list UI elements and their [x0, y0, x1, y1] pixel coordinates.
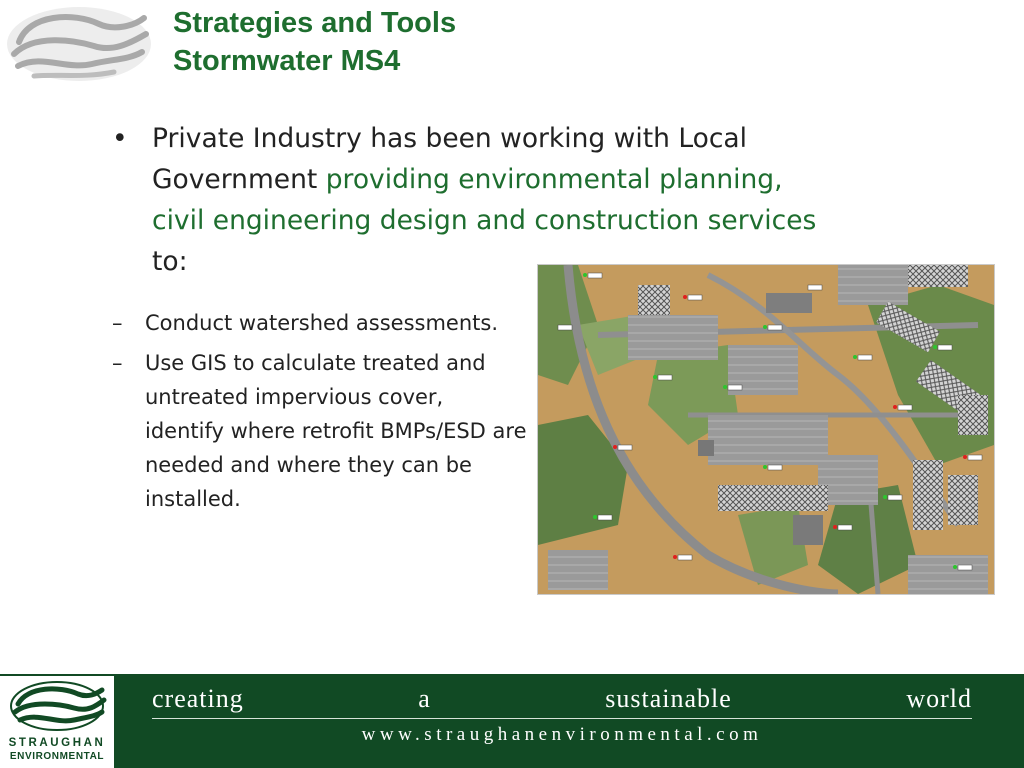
slide-title — [173, 4, 773, 80]
dash-marker: – — [112, 311, 123, 335]
sub-bullet-list — [112, 306, 527, 522]
dash-marker: – — [112, 351, 123, 375]
bullet-text-highlight: providing environmental planning, civil engineering design and construction services — [152, 164, 817, 236]
brand-name: STRAUGHAN — [8, 737, 106, 749]
bullet-marker: • — [112, 123, 128, 154]
bullet-text-plain: Private Industry has been working with Local Government — [152, 123, 748, 195]
footer-divider — [152, 718, 972, 719]
sub-bullet-text: Use GIS to calculate treated and untreated impervious cover, identify where retrofit BMPs/ESD are needed and where they can be installed. — [145, 351, 527, 511]
title-line-1: Strategies and Tools — [173, 7, 457, 39]
main-bullet — [112, 118, 842, 282]
footer-website-link[interactable]: www.straughanenvironmental.com — [361, 724, 763, 745]
sub-bullet-item — [112, 306, 527, 340]
company-logo — [4, 4, 154, 84]
bullet-text-end: to: — [152, 246, 188, 277]
footer-tagline: creating a sustainable world — [152, 684, 972, 713]
gis-aerial-map-image — [537, 264, 995, 595]
sub-bullet-text: Conduct watershed assessments. — [145, 311, 499, 335]
sub-bullet-item — [112, 346, 527, 516]
title-line-2: Stormwater MS4 — [173, 45, 401, 77]
main-bullet-text — [152, 118, 842, 282]
brand-subtitle: ENVIRONMENTAL — [9, 751, 105, 762]
